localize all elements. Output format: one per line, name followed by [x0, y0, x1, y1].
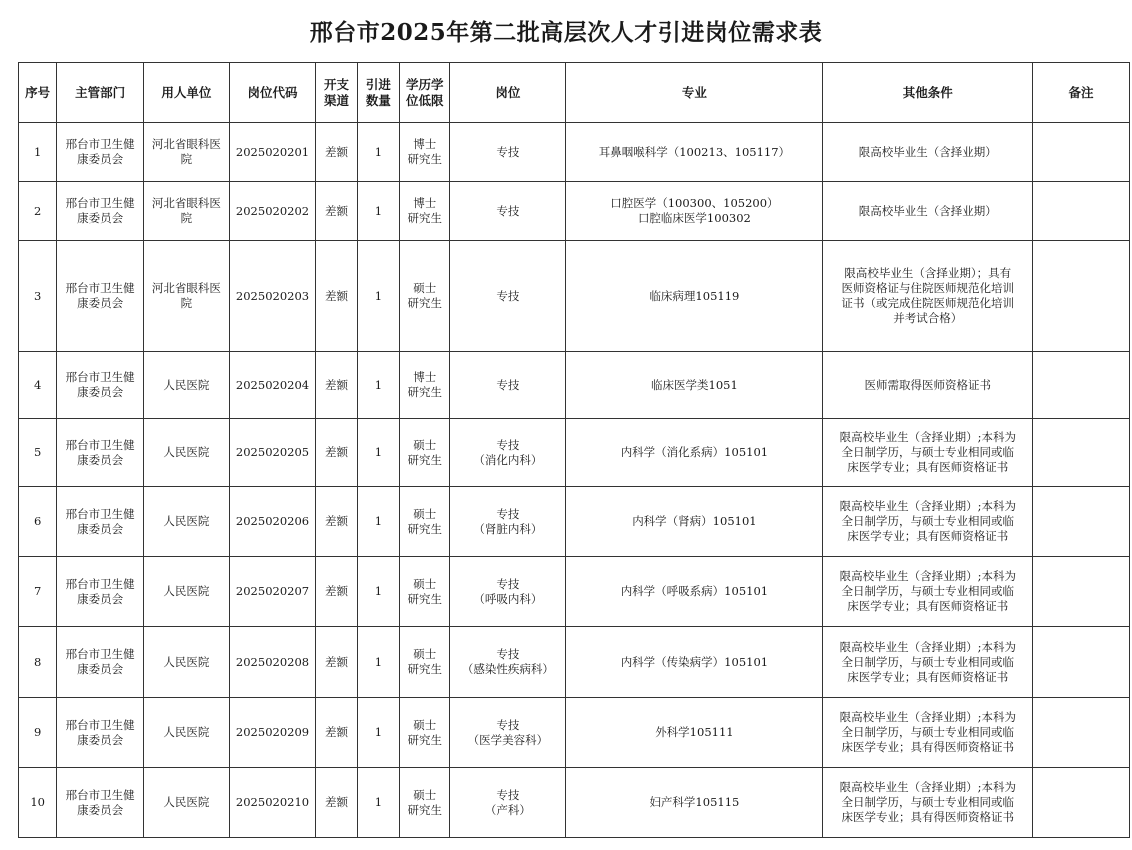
post-text: 专技 [496, 288, 520, 303]
unit-text: 人民医院 [163, 445, 210, 459]
major-text: 内科学（消化系病）105101 [620, 445, 769, 459]
code-text: 2025020203 [235, 288, 310, 303]
table-row [19, 123, 1130, 182]
cell-dept [57, 768, 144, 838]
cell-count [357, 487, 399, 557]
dept-text: 邢台市卫生健 康委员会 [65, 647, 135, 676]
major-text: 内科学（呼吸系病）105101 [620, 584, 769, 598]
no-text: 8 [33, 654, 42, 669]
cell-note [1033, 419, 1130, 487]
dept-text: 邢台市卫生健 康委员会 [65, 370, 135, 399]
unit-text: 人民医院 [163, 514, 210, 528]
cell-note [1033, 698, 1130, 768]
table-row [19, 627, 1130, 698]
cond-text: 限高校毕业生（含择业期）;本科为 全日制学历，与硕士专业相同或临 床医学专业；具有医师资格证书 [839, 430, 1016, 474]
cond-text: 限高校毕业生（含择业期）;本科为 全日制学历，与硕士专业相同或临 床医学专业；具有得医师资格证书 [839, 710, 1016, 754]
cell-cond [823, 487, 1033, 557]
cell-channel [316, 557, 357, 627]
unit-text: 人民医院 [163, 725, 210, 739]
code-text: 2025020207 [235, 584, 310, 598]
cell-post [450, 768, 566, 838]
no-text: 2 [33, 203, 42, 218]
cell-dept [57, 698, 144, 768]
cell-dept [57, 557, 144, 627]
cell-no [19, 557, 57, 627]
no-text: 5 [33, 445, 42, 459]
channel-text: 差额 [325, 584, 349, 598]
cell-post [450, 557, 566, 627]
dept-text: 邢台市卫生健 康委员会 [65, 437, 135, 467]
header-cell: 主管部门 [57, 63, 144, 123]
code-text: 2025020204 [235, 377, 310, 392]
post-text: 专技 （肾脏内科） [473, 506, 543, 536]
cell-post [450, 123, 566, 182]
cond-text: 限高校毕业生（含择业期）;本科为 全日制学历，与硕士专业相同或临 床医学专业；具有医师资格证书 [839, 569, 1016, 613]
header-cell: 引进 数量 [357, 63, 399, 123]
cell-note [1033, 768, 1130, 838]
cell-code [229, 419, 316, 487]
cell-degree [400, 352, 450, 419]
cond-text: 限高校毕业生（含择业期）;本科为 全日制学历，与硕士专业相同或临 床医学专业；具有医师资格证书 [839, 499, 1016, 543]
cell-cond [823, 352, 1033, 419]
code-text: 2025020208 [235, 654, 310, 669]
major-text: 口腔医学（100300、105200） 口腔临床医学100302 [610, 196, 779, 225]
channel-text: 差额 [325, 203, 349, 218]
cell-unit [143, 627, 229, 698]
cell-unit [143, 182, 229, 241]
cell-channel [316, 487, 357, 557]
cell-post [450, 419, 566, 487]
major-text: 外科学105111 [655, 725, 734, 739]
dept-text: 邢台市卫生健 康委员会 [65, 787, 135, 817]
no-text: 3 [33, 288, 42, 303]
cell-channel [316, 627, 357, 698]
cell-degree [400, 698, 450, 768]
cell-major [566, 698, 823, 768]
cell-code [229, 352, 316, 419]
cell-major [566, 557, 823, 627]
dept-text: 邢台市卫生健 康委员会 [65, 506, 135, 536]
cell-count [357, 768, 399, 838]
dept-text: 邢台市卫生健 康委员会 [65, 196, 135, 225]
no-text: 9 [33, 725, 42, 739]
cell-cond [823, 182, 1033, 241]
cell-count [357, 182, 399, 241]
channel-text: 差额 [325, 445, 349, 459]
cell-dept [57, 241, 144, 352]
unit-text: 人民医院 [163, 584, 210, 598]
degree-text: 硕士 研究生 [407, 576, 442, 606]
cell-major [566, 182, 823, 241]
cell-note [1033, 352, 1130, 419]
cell-note [1033, 557, 1130, 627]
job-requirements-table [18, 62, 1130, 838]
cell-channel [316, 241, 357, 352]
cond-text: 限高校毕业生（含择业期）;本科为 全日制学历，与硕士专业相同或临 床医学专业；具有得医师资格证书 [839, 780, 1016, 824]
post-text: 专技 （消化内科） [473, 437, 543, 467]
cell-cond [823, 123, 1033, 182]
post-text: 专技 （呼吸内科） [473, 576, 543, 606]
cell-note [1033, 241, 1130, 352]
header-cell: 其他条件 [823, 63, 1033, 123]
cell-unit [143, 487, 229, 557]
channel-text: 差额 [325, 514, 349, 528]
count-text: 1 [374, 584, 383, 598]
cell-degree [400, 241, 450, 352]
degree-text: 博士 研究生 [407, 370, 442, 399]
cond-text: 限高校毕业生（含择业期）；具有 医师资格证与住院医师规范化培训 证书（或完成住院医师规范化培训 并考试合格） [841, 266, 1015, 325]
cell-no [19, 352, 57, 419]
cell-no [19, 241, 57, 352]
cell-no [19, 768, 57, 838]
cell-count [357, 557, 399, 627]
post-text: 专技 （产科） [484, 787, 531, 817]
cell-code [229, 241, 316, 352]
degree-text: 硕士 研究生 [407, 281, 442, 310]
cond-text: 限高校毕业生（含择业期）;本科为 全日制学历，与硕士专业相同或临 床医学专业；具有医师资格证书 [839, 639, 1016, 684]
header-cell: 学历学 位低限 [400, 63, 450, 123]
no-text: 1 [33, 144, 42, 159]
cell-code [229, 768, 316, 838]
cell-unit [143, 352, 229, 419]
table-row [19, 241, 1130, 352]
count-text: 1 [374, 514, 383, 528]
count-text: 1 [374, 203, 383, 218]
code-text: 2025020209 [235, 725, 310, 739]
cell-unit [143, 698, 229, 768]
header-cell: 开支 渠道 [316, 63, 357, 123]
cell-major [566, 123, 823, 182]
unit-text: 人民医院 [163, 654, 210, 669]
cond-text: 医师需取得医师资格证书 [864, 377, 992, 392]
major-text: 内科学（肾病）105101 [632, 514, 757, 528]
cell-dept [57, 123, 144, 182]
cell-post [450, 352, 566, 419]
cell-no [19, 698, 57, 768]
code-text: 2025020206 [235, 514, 310, 528]
cell-code [229, 123, 316, 182]
cell-post [450, 698, 566, 768]
cell-degree [400, 182, 450, 241]
no-text: 7 [33, 584, 42, 598]
dept-text: 邢台市卫生健 康委员会 [65, 281, 135, 310]
cell-cond [823, 768, 1033, 838]
cell-code [229, 627, 316, 698]
table-row [19, 182, 1130, 241]
count-text: 1 [374, 654, 383, 669]
cell-channel [316, 419, 357, 487]
cell-degree [400, 627, 450, 698]
table-row [19, 487, 1130, 557]
cell-channel [316, 768, 357, 838]
cell-degree [400, 123, 450, 182]
cell-dept [57, 182, 144, 241]
degree-text: 硕士 研究生 [407, 647, 442, 676]
header-cell: 用人单位 [143, 63, 229, 123]
cell-no [19, 627, 57, 698]
cell-no [19, 123, 57, 182]
cell-unit [143, 241, 229, 352]
cell-cond [823, 419, 1033, 487]
cell-channel [316, 698, 357, 768]
cell-code [229, 487, 316, 557]
cell-channel [316, 182, 357, 241]
post-text: 专技 [496, 203, 520, 218]
no-text: 6 [33, 514, 42, 528]
cell-post [450, 487, 566, 557]
major-text: 临床病理105119 [649, 288, 740, 303]
cell-code [229, 182, 316, 241]
channel-text: 差额 [325, 795, 349, 809]
cell-unit [143, 768, 229, 838]
cell-cond [823, 241, 1033, 352]
code-text: 2025020210 [235, 795, 310, 809]
count-text: 1 [374, 377, 383, 392]
cell-count [357, 419, 399, 487]
header-cell: 序号 [19, 63, 57, 123]
major-text: 耳鼻咽喉科学（100213、105117） [598, 144, 791, 159]
cell-code [229, 557, 316, 627]
count-text: 1 [374, 725, 383, 739]
cell-unit [143, 557, 229, 627]
cell-count [357, 241, 399, 352]
unit-text: 河北省眼科医 院 [151, 196, 221, 225]
cell-cond [823, 627, 1033, 698]
count-text: 1 [374, 288, 383, 303]
count-text: 1 [374, 445, 383, 459]
unit-text: 人民医院 [163, 795, 210, 809]
cell-degree [400, 487, 450, 557]
cell-post [450, 241, 566, 352]
channel-text: 差额 [325, 288, 349, 303]
cell-degree [400, 768, 450, 838]
header-cell: 备注 [1033, 63, 1130, 123]
post-text: 专技 （感染性疾病科） [461, 647, 554, 676]
code-text: 2025020202 [235, 203, 310, 218]
major-text: 妇产科学105115 [649, 795, 740, 809]
major-text: 内科学（传染病学）105101 [620, 654, 769, 669]
channel-text: 差额 [325, 144, 349, 159]
cond-text: 限高校毕业生（含择业期） [858, 203, 997, 218]
cell-cond [823, 698, 1033, 768]
header-cell: 岗位代码 [229, 63, 316, 123]
cell-unit [143, 123, 229, 182]
cell-no [19, 182, 57, 241]
major-text: 临床医学类1051 [651, 377, 738, 392]
cell-no [19, 487, 57, 557]
post-text: 专技 [496, 377, 520, 392]
code-text: 2025020205 [235, 445, 310, 459]
cell-no [19, 419, 57, 487]
degree-text: 硕士 研究生 [407, 717, 442, 747]
table-row [19, 352, 1130, 419]
cell-channel [316, 352, 357, 419]
degree-text: 硕士 研究生 [407, 506, 442, 536]
cell-major [566, 352, 823, 419]
degree-text: 硕士 研究生 [407, 787, 442, 817]
code-text: 2025020201 [235, 144, 310, 159]
cell-channel [316, 123, 357, 182]
cell-code [229, 698, 316, 768]
table-row [19, 698, 1130, 768]
cell-count [357, 627, 399, 698]
table-header-row [19, 63, 1130, 123]
channel-text: 差额 [325, 654, 349, 669]
channel-text: 差额 [325, 377, 349, 392]
dept-text: 邢台市卫生健 康委员会 [65, 576, 135, 606]
cell-dept [57, 352, 144, 419]
channel-text: 差额 [325, 725, 349, 739]
cell-degree [400, 557, 450, 627]
cell-post [450, 627, 566, 698]
cell-note [1033, 182, 1130, 241]
table-row [19, 768, 1130, 838]
no-text: 4 [33, 377, 42, 392]
table-row [19, 419, 1130, 487]
cell-major [566, 768, 823, 838]
cell-major [566, 241, 823, 352]
unit-text: 河北省眼科医 院 [151, 137, 221, 166]
cell-cond [823, 557, 1033, 627]
cell-dept [57, 419, 144, 487]
post-text: 专技 [496, 144, 520, 159]
cell-unit [143, 419, 229, 487]
cell-major [566, 419, 823, 487]
cell-major [566, 487, 823, 557]
cell-post [450, 182, 566, 241]
cell-dept [57, 627, 144, 698]
dept-text: 邢台市卫生健 康委员会 [65, 717, 135, 747]
cell-note [1033, 487, 1130, 557]
cell-count [357, 698, 399, 768]
header-cell: 专业 [566, 63, 823, 123]
degree-text: 博士 研究生 [407, 196, 442, 225]
cond-text: 限高校毕业生（含择业期） [858, 144, 997, 159]
table-row [19, 557, 1130, 627]
cell-dept [57, 487, 144, 557]
count-text: 1 [374, 795, 383, 809]
cell-degree [400, 419, 450, 487]
header-cell: 岗位 [450, 63, 566, 123]
cell-note [1033, 627, 1130, 698]
post-text: 专技 （医学美容科） [467, 717, 549, 747]
page-title: 邢台市2025年第二批高层次人才引进岗位需求表 [309, 19, 823, 46]
cell-count [357, 352, 399, 419]
no-text: 10 [30, 795, 45, 809]
degree-text: 硕士 研究生 [407, 437, 442, 467]
count-text: 1 [374, 144, 383, 159]
degree-text: 博士 研究生 [407, 137, 442, 166]
unit-text: 河北省眼科医 院 [151, 281, 221, 310]
cell-major [566, 627, 823, 698]
cell-note [1033, 123, 1130, 182]
unit-text: 人民医院 [163, 377, 210, 392]
dept-text: 邢台市卫生健 康委员会 [65, 137, 135, 166]
cell-count [357, 123, 399, 182]
